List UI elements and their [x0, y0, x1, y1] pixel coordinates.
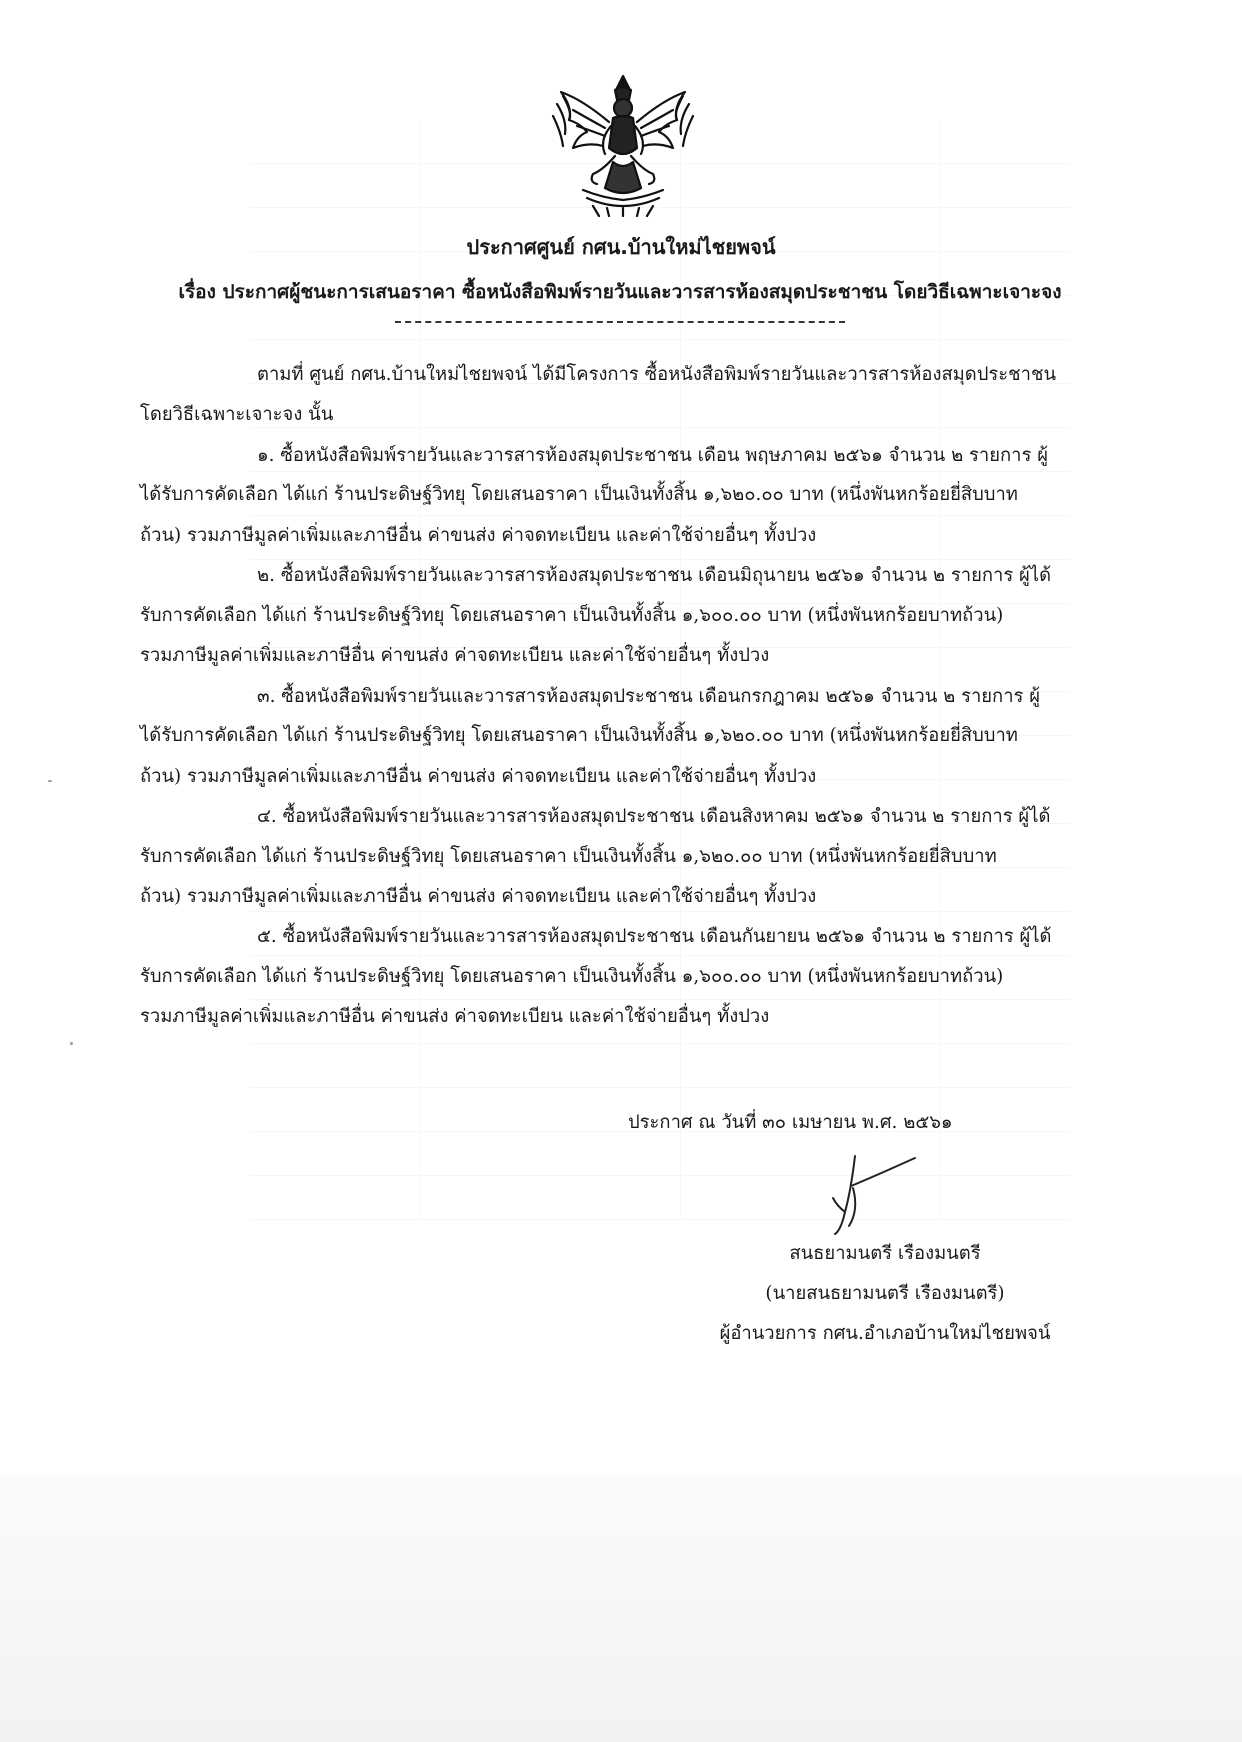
item-4-line: รับการคัดเลือก ได้แก่ ร้านประดิษฐ์วิทยุ โดยเสนอราคา เป็นเงินทั้งสิ้น ๑,๖๒๐.๐๐ บาท (หนึ่งพันหกร้อยยี่สิบบาท — [140, 846, 997, 867]
item-4-line: ถ้วน) รวมภาษีมูลค่าเพิ่มและภาษีอื่น ค่าขนส่ง ค่าจดทะเบียน และค่าใช้จ่ายอื่นๆ ทั้งปวง — [140, 886, 817, 907]
announcement-title: ประกาศศูนย์ กศน.บ้านใหม่ไชยพจน์ — [466, 235, 776, 259]
item-2-line: รับการคัดเลือก ได้แก่ ร้านประดิษฐ์วิทยุ โดยเสนอราคา เป็นเงินทั้งสิ้น ๑,๖๐๐.๐๐ บาท (หนึ่งพันหกร้อยบาทถ้วน) — [140, 605, 1004, 626]
item-5-line: ๕. ซื้อหนังสือพิมพ์รายวันและวารสารห้องสมุดประชาชน เดือนกันยายน ๒๕๖๑ จำนวน ๒ รายการ ผู้ได้ — [257, 926, 1052, 947]
item-2-line: รวมภาษีมูลค่าเพิ่มและภาษีอื่น ค่าขนส่ง ค่าจดทะเบียน และค่าใช้จ่ายอื่นๆ ทั้งปวง — [140, 645, 770, 666]
item-1-line: ๑. ซื้อหนังสือพิมพ์รายวันและวารสารห้องสมุดประชาชน เดือน พฤษภาคม ๒๕๖๑ จำนวน ๒ รายการ ผู้ — [257, 445, 1048, 466]
scan-speck — [48, 780, 52, 782]
scan-shadow — [0, 1475, 1242, 1742]
garuda-emblem-icon — [543, 70, 703, 220]
handwritten-signature-icon — [815, 1150, 935, 1240]
signatory-name: สนธยามนตรี เรืองมนตรี — [789, 1243, 981, 1264]
item-3-line: ได้รับการคัดเลือก ได้แก่ ร้านประดิษฐ์วิทยุ โดยเสนอราคา เป็นเงินทั้งสิ้น ๑,๖๒๐.๐๐ บาท (หนึ่งพันหกร้อยยี่สิบบาท — [140, 725, 1018, 746]
item-4-line: ๔. ซื้อหนังสือพิมพ์รายวันและวารสารห้องสมุดประชาชน เดือนสิงหาคม ๒๕๖๑ จำนวน ๒ รายการ ผู้ได้ — [257, 806, 1051, 827]
signatory-full-name: (นายสนธยามนตรี เรืองมนตรี) — [765, 1283, 1005, 1304]
scan-speck — [70, 1042, 73, 1045]
item-1-line: ได้รับการคัดเลือก ได้แก่ ร้านประดิษฐ์วิทยุ โดยเสนอราคา เป็นเงินทั้งสิ้น ๑,๖๒๐.๐๐ บาท (หนึ่งพันหกร้อยยี่สิบบาท — [140, 484, 1018, 505]
announcement-subject: เรื่อง ประกาศผู้ชนะการเสนอราคา ซื้อหนังสือพิมพ์รายวันและวารสารห้องสมุดประชาชน โดยวิธีเฉพาะเจาะจง — [178, 281, 1062, 303]
signatory-position: ผู้อำนวยการ กศน.อำเภอบ้านใหม่ไชยพจน์ — [719, 1323, 1051, 1344]
item-3-line: ถ้วน) รวมภาษีมูลค่าเพิ่มและภาษีอื่น ค่าขนส่ง ค่าจดทะเบียน และค่าใช้จ่ายอื่นๆ ทั้งปวง — [140, 766, 817, 787]
intro-line: โดยวิธีเฉพาะเจาะจง นั้น — [140, 404, 334, 425]
item-2-line: ๒. ซื้อหนังสือพิมพ์รายวันและวารสารห้องสมุดประชาชน เดือนมิถุนายน ๒๕๖๑ จำนวน ๒ รายการ ผู้ได้ — [257, 565, 1052, 586]
item-5-line: รวมภาษีมูลค่าเพิ่มและภาษีอื่น ค่าขนส่ง ค่าจดทะเบียน และค่าใช้จ่ายอื่นๆ ทั้งปวง — [140, 1006, 770, 1027]
announce-date: ประกาศ ณ วันที่ ๓๐ เมษายน พ.ศ. ๒๕๖๑ — [628, 1112, 953, 1133]
item-1-line: ถ้วน) รวมภาษีมูลค่าเพิ่มและภาษีอื่น ค่าขนส่ง ค่าจดทะเบียน และค่าใช้จ่ายอื่นๆ ทั้งปวง — [140, 525, 817, 546]
item-3-line: ๓. ซื้อหนังสือพิมพ์รายวันและวารสารห้องสมุดประชาชน เดือนกรกฎาคม ๒๕๖๑ จำนวน ๒ รายการ ผู้ — [257, 686, 1041, 707]
dashed-separator — [395, 321, 845, 323]
intro-line: ตามที่ ศูนย์ กศน.บ้านใหม่ไชยพจน์ ได้มีโครงการ ซื้อหนังสือพิมพ์รายวันและวารสารห้องสมุดประชาชน — [257, 364, 1057, 385]
item-5-line: รับการคัดเลือก ได้แก่ ร้านประดิษฐ์วิทยุ โดยเสนอราคา เป็นเงินทั้งสิ้น ๑,๖๐๐.๐๐ บาท (หนึ่งพันหกร้อยบาทถ้วน) — [140, 966, 1004, 987]
